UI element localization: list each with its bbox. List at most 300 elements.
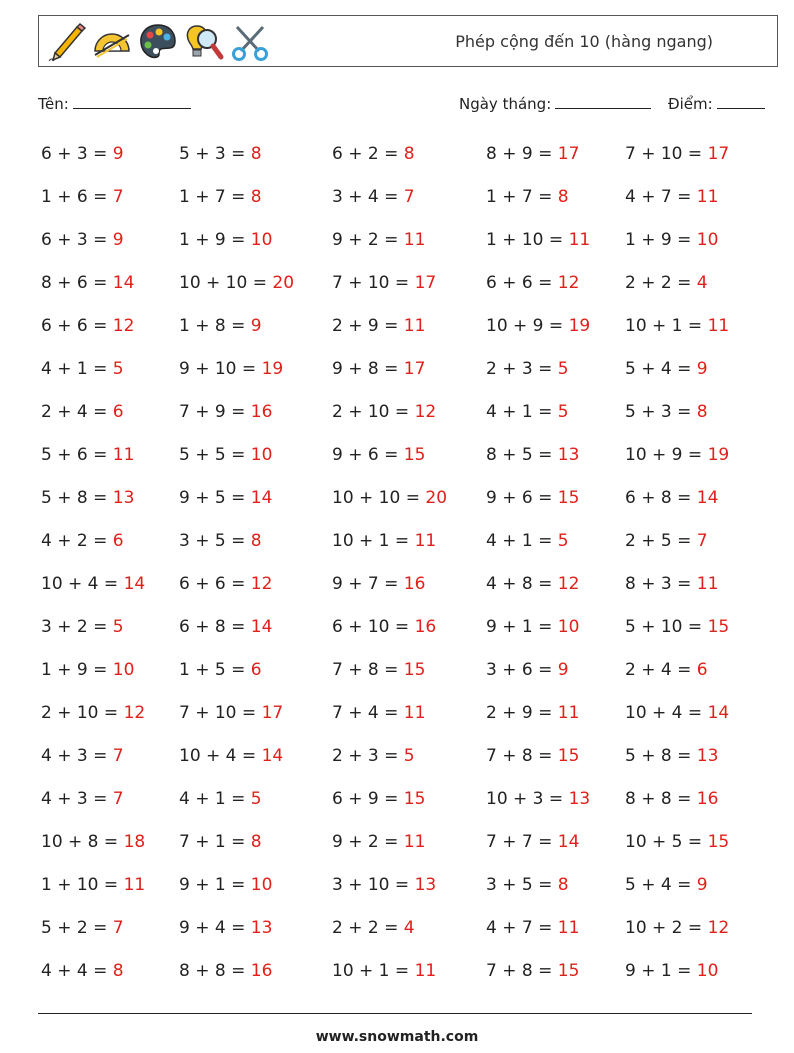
problem-item: [179, 531, 262, 551]
problem-item: [625, 789, 718, 809]
problem-expression: 4 + 1 =: [486, 531, 558, 551]
problem-expression: 8 + 8 =: [179, 961, 251, 981]
problem-expression: 8 + 8 =: [625, 789, 697, 809]
problem-answer: 15: [403, 789, 426, 809]
problem-item: [41, 273, 134, 293]
problem-item: [332, 746, 415, 766]
problem-item: [486, 359, 569, 379]
problem-expression: 6 + 2 =: [332, 144, 404, 164]
problem-expression: 2 + 3 =: [332, 746, 404, 766]
problem-expression: 7 + 10 =: [332, 273, 415, 293]
problem-answer: 14: [261, 746, 284, 766]
problem-item: [486, 961, 579, 981]
problem-answer: 11: [557, 703, 580, 723]
problem-item: [486, 230, 590, 250]
problem-answer: 4: [403, 918, 415, 938]
problem-expression: 2 + 3 =: [486, 359, 558, 379]
problem-answer: 15: [557, 488, 580, 508]
problem-item: [625, 488, 718, 508]
problem-expression: 4 + 4 =: [41, 961, 113, 981]
problem-expression: 7 + 8 =: [486, 961, 558, 981]
problem-answer: 13: [112, 488, 135, 508]
problem-expression: 5 + 4 =: [625, 359, 697, 379]
problem-item: [179, 617, 272, 637]
problem-expression: 9 + 1 =: [486, 617, 558, 637]
problem-answer: 15: [403, 445, 426, 465]
problem-item: [625, 445, 729, 465]
problem-answer: 10: [696, 961, 719, 981]
problem-item: [41, 574, 145, 594]
problem-answer: 8: [250, 832, 262, 852]
problem-item: [486, 316, 590, 336]
name-field[interactable]: [38, 94, 191, 113]
problem-expression: 5 + 3 =: [179, 144, 251, 164]
footer-site: www.snowmath.com: [315, 1029, 479, 1045]
problem-item: [41, 703, 145, 723]
problem-item: [625, 144, 729, 164]
date-line: [555, 94, 651, 109]
problem-item: [41, 531, 124, 551]
problem-item: [41, 660, 134, 680]
problem-expression: 2 + 4 =: [41, 402, 113, 422]
problem-expression: 6 + 6 =: [179, 574, 251, 594]
problem-answer: 17: [707, 144, 730, 164]
problem-expression: 10 + 2 =: [625, 918, 708, 938]
problem-item: [332, 316, 425, 336]
problem-expression: 10 + 4 =: [625, 703, 708, 723]
problem-expression: 6 + 8 =: [179, 617, 251, 637]
problem-expression: 5 + 8 =: [625, 746, 697, 766]
problem-expression: 10 + 4 =: [179, 746, 262, 766]
score-label: Điểm:: [668, 95, 713, 113]
problem-item: [41, 875, 145, 895]
problem-answer: 16: [250, 402, 273, 422]
problem-item: [179, 402, 272, 422]
problem-answer: 10: [250, 445, 273, 465]
date-field[interactable]: [459, 94, 651, 113]
problem-answer: 11: [696, 574, 719, 594]
problem-item: [625, 660, 708, 680]
problem-item: [179, 445, 272, 465]
problem-item: [625, 875, 708, 895]
problem-expression: 4 + 1 =: [41, 359, 113, 379]
problem-item: [41, 316, 134, 336]
problem-answer: 15: [557, 746, 580, 766]
problem-answer: 12: [557, 273, 580, 293]
problem-item: [41, 918, 124, 938]
problem-expression: 7 + 1 =: [179, 832, 251, 852]
problem-item: [486, 660, 569, 680]
problem-answer: 15: [707, 832, 730, 852]
problem-answer: 13: [557, 445, 580, 465]
problem-item: [486, 574, 579, 594]
problem-expression: 3 + 5 =: [486, 875, 558, 895]
problem-item: [486, 187, 569, 207]
problem-item: [625, 359, 708, 379]
problem-answer: 19: [568, 316, 591, 336]
problem-answer: 12: [707, 918, 730, 938]
problem-item: [41, 961, 124, 981]
problem-expression: 2 + 4 =: [625, 660, 697, 680]
problem-answer: 11: [123, 875, 146, 895]
problem-expression: 9 + 5 =: [179, 488, 251, 508]
problem-item: [625, 961, 718, 981]
paint-palette-icon: [137, 21, 179, 63]
problem-answer: 10: [250, 875, 273, 895]
problem-item: [179, 316, 262, 336]
problem-item: [41, 746, 124, 766]
problem-item: [179, 832, 262, 852]
problem-item: [486, 617, 579, 637]
problem-answer: 5: [557, 531, 569, 551]
problem-expression: 4 + 2 =: [41, 531, 113, 551]
problem-expression: 10 + 1 =: [332, 531, 415, 551]
problem-item: [332, 918, 415, 938]
problem-answer: 8: [557, 875, 569, 895]
problem-item: [625, 230, 718, 250]
problem-answer: 11: [112, 445, 135, 465]
problem-answer: 19: [707, 445, 730, 465]
problem-item: [625, 316, 729, 336]
problem-expression: 5 + 8 =: [41, 488, 113, 508]
problem-answer: 5: [112, 617, 124, 637]
problem-item: [486, 445, 579, 465]
problem-expression: 7 + 9 =: [179, 402, 251, 422]
problem-answer: 12: [123, 703, 146, 723]
problem-answer: 10: [112, 660, 135, 680]
problem-answer: 6: [112, 402, 124, 422]
problem-expression: 2 + 10 =: [41, 703, 124, 723]
problem-item: [486, 531, 569, 551]
problem-answer: 15: [557, 961, 580, 981]
scissors-icon: [229, 21, 271, 63]
problem-expression: 4 + 3 =: [41, 789, 113, 809]
problem-answer: 10: [696, 230, 719, 250]
problem-expression: 3 + 4 =: [332, 187, 404, 207]
problem-answer: 9: [696, 875, 708, 895]
problem-answer: 12: [557, 574, 580, 594]
problem-answer: 7: [696, 531, 708, 551]
problem-expression: 9 + 4 =: [179, 918, 251, 938]
problem-expression: 6 + 8 =: [625, 488, 697, 508]
problem-item: [625, 531, 708, 551]
problem-expression: 2 + 2 =: [332, 918, 404, 938]
problem-answer: 7: [112, 746, 124, 766]
problem-item: [41, 144, 124, 164]
problem-item: [179, 488, 272, 508]
problem-answer: 10: [557, 617, 580, 637]
problem-item: [41, 359, 124, 379]
problem-expression: 10 + 8 =: [41, 832, 124, 852]
problem-answer: 7: [112, 789, 124, 809]
problem-item: [625, 402, 708, 422]
problem-answer: 5: [250, 789, 262, 809]
problem-answer: 20: [425, 488, 448, 508]
problem-expression: 1 + 9 =: [179, 230, 251, 250]
problem-item: [179, 875, 272, 895]
problem-item: [332, 789, 425, 809]
problem-answer: 15: [403, 660, 426, 680]
problem-answer: 12: [414, 402, 437, 422]
problem-answer: 11: [568, 230, 591, 250]
problem-answer: 13: [414, 875, 437, 895]
problem-expression: 7 + 7 =: [486, 832, 558, 852]
problem-item: [486, 488, 579, 508]
problem-answer: 8: [250, 531, 262, 551]
problem-expression: 4 + 1 =: [486, 402, 558, 422]
problem-answer: 11: [707, 316, 730, 336]
problem-item: [179, 359, 283, 379]
problem-answer: 5: [112, 359, 124, 379]
problem-answer: 8: [250, 187, 262, 207]
problem-item: [179, 144, 262, 164]
problem-item: [179, 789, 262, 809]
problem-answer: 17: [261, 703, 284, 723]
problem-expression: 9 + 8 =: [332, 359, 404, 379]
problem-expression: 1 + 6 =: [41, 187, 113, 207]
icon-strip: [45, 20, 271, 64]
problem-item: [486, 402, 569, 422]
problem-answer: 8: [112, 961, 124, 981]
problem-item: [486, 703, 579, 723]
problem-expression: 10 + 10 =: [179, 273, 273, 293]
problem-item: [179, 918, 272, 938]
problem-answer: 14: [112, 273, 135, 293]
problem-answer: 7: [112, 918, 124, 938]
problem-answer: 18: [123, 832, 146, 852]
problem-answer: 11: [403, 832, 426, 852]
problem-expression: 9 + 10 =: [179, 359, 262, 379]
problem-item: [332, 187, 415, 207]
problem-answer: 9: [112, 144, 124, 164]
problem-item: [625, 832, 729, 852]
problem-expression: 5 + 4 =: [625, 875, 697, 895]
problem-item: [332, 961, 436, 981]
problem-expression: 10 + 4 =: [41, 574, 124, 594]
problem-item: [41, 445, 134, 465]
problem-answer: 8: [557, 187, 569, 207]
problem-expression: 10 + 1 =: [625, 316, 708, 336]
name-label: Tên:: [38, 95, 69, 113]
problem-expression: 10 + 10 =: [332, 488, 426, 508]
problem-item: [41, 187, 124, 207]
problem-answer: 5: [403, 746, 415, 766]
problem-answer: 14: [250, 617, 273, 637]
problem-answer: 11: [403, 230, 426, 250]
problem-item: [179, 660, 262, 680]
problem-answer: 4: [696, 273, 708, 293]
problem-answer: 10: [250, 230, 273, 250]
problem-item: [179, 187, 262, 207]
problem-item: [41, 832, 145, 852]
problem-expression: 2 + 9 =: [332, 316, 404, 336]
problem-expression: 9 + 7 =: [332, 574, 404, 594]
problem-expression: 1 + 8 =: [179, 316, 251, 336]
problem-answer: 13: [250, 918, 273, 938]
problem-expression: 10 + 5 =: [625, 832, 708, 852]
problem-answer: 12: [112, 316, 135, 336]
problem-expression: 6 + 3 =: [41, 144, 113, 164]
problem-expression: 5 + 3 =: [625, 402, 697, 422]
problem-expression: 10 + 3 =: [486, 789, 569, 809]
problem-expression: 5 + 5 =: [179, 445, 251, 465]
problem-expression: 10 + 9 =: [486, 316, 569, 336]
problem-expression: 1 + 9 =: [625, 230, 697, 250]
problem-expression: 1 + 5 =: [179, 660, 251, 680]
problem-item: [486, 875, 569, 895]
score-line: [717, 94, 765, 109]
problem-answer: 19: [261, 359, 284, 379]
problem-item: [332, 531, 436, 551]
problem-answer: 17: [403, 359, 426, 379]
problem-answer: 6: [112, 531, 124, 551]
problem-expression: 9 + 6 =: [486, 488, 558, 508]
problem-item: [486, 918, 579, 938]
problem-answer: 16: [403, 574, 426, 594]
problem-answer: 11: [414, 961, 437, 981]
problem-expression: 9 + 1 =: [179, 875, 251, 895]
problem-item: [179, 230, 272, 250]
problem-item: [486, 273, 579, 293]
problem-expression: 4 + 1 =: [179, 789, 251, 809]
problem-answer: 5: [557, 402, 569, 422]
problem-answer: 11: [557, 918, 580, 938]
problem-expression: 2 + 2 =: [625, 273, 697, 293]
problem-item: [625, 273, 708, 293]
problem-item: [332, 144, 415, 164]
problem-answer: 6: [250, 660, 262, 680]
problem-item: [179, 703, 283, 723]
problem-item: [179, 574, 272, 594]
problem-expression: 3 + 5 =: [179, 531, 251, 551]
problem-item: [332, 488, 447, 508]
problem-expression: 7 + 8 =: [332, 660, 404, 680]
problem-item: [332, 660, 425, 680]
problem-expression: 7 + 4 =: [332, 703, 404, 723]
header-box: [38, 15, 778, 67]
magnifier-lightbulb-icon: [183, 21, 225, 63]
problem-item: [625, 617, 729, 637]
problem-answer: 14: [707, 703, 730, 723]
problem-expression: 8 + 6 =: [41, 273, 113, 293]
problem-expression: 4 + 8 =: [486, 574, 558, 594]
protractor-icon: [91, 21, 133, 63]
problem-expression: 6 + 3 =: [41, 230, 113, 250]
problem-item: [486, 789, 590, 809]
problem-item: [332, 875, 436, 895]
problem-expression: 5 + 6 =: [41, 445, 113, 465]
problem-item: [625, 703, 729, 723]
problem-answer: 11: [403, 703, 426, 723]
problem-expression: 1 + 7 =: [486, 187, 558, 207]
problem-expression: 1 + 10 =: [486, 230, 569, 250]
problem-answer: 7: [403, 187, 415, 207]
worksheet-title: Phép cộng đến 10 (hàng ngang): [455, 32, 713, 51]
problem-answer: 12: [250, 574, 273, 594]
date-label: Ngày tháng:: [459, 95, 552, 113]
name-line: [73, 94, 191, 109]
problem-expression: 8 + 5 =: [486, 445, 558, 465]
problem-item: [332, 617, 436, 637]
problem-item: [332, 273, 436, 293]
problem-item: [332, 445, 425, 465]
problem-item: [41, 617, 124, 637]
problem-expression: 2 + 9 =: [486, 703, 558, 723]
problem-item: [625, 918, 729, 938]
problem-expression: 7 + 8 =: [486, 746, 558, 766]
problem-expression: 2 + 10 =: [332, 402, 415, 422]
problem-expression: 3 + 6 =: [486, 660, 558, 680]
problem-item: [179, 746, 283, 766]
problem-expression: 1 + 10 =: [41, 875, 124, 895]
problem-answer: 20: [272, 273, 295, 293]
problem-expression: 6 + 6 =: [41, 316, 113, 336]
problem-expression: 5 + 2 =: [41, 918, 113, 938]
problem-expression: 6 + 10 =: [332, 617, 415, 637]
problem-answer: 11: [696, 187, 719, 207]
problem-answer: 9: [112, 230, 124, 250]
footer-divider: [38, 1013, 752, 1014]
problem-expression: 10 + 9 =: [625, 445, 708, 465]
problem-item: [625, 574, 718, 594]
problem-expression: 6 + 6 =: [486, 273, 558, 293]
score-field[interactable]: [668, 94, 765, 113]
problem-answer: 14: [123, 574, 146, 594]
problem-answer: 13: [568, 789, 591, 809]
problem-item: [332, 574, 425, 594]
problem-answer: 13: [696, 746, 719, 766]
problem-item: [486, 144, 579, 164]
problem-answer: 16: [696, 789, 719, 809]
problem-expression: 7 + 10 =: [625, 144, 708, 164]
problem-item: [179, 961, 272, 981]
problem-expression: 8 + 3 =: [625, 574, 697, 594]
problem-expression: 10 + 1 =: [332, 961, 415, 981]
problem-answer: 9: [696, 359, 708, 379]
problem-answer: 5: [557, 359, 569, 379]
problem-expression: 3 + 2 =: [41, 617, 113, 637]
problem-item: [625, 187, 718, 207]
problem-answer: 14: [557, 832, 580, 852]
problem-answer: 14: [250, 488, 273, 508]
problem-answer: 16: [250, 961, 273, 981]
problem-expression: 1 + 9 =: [41, 660, 113, 680]
problem-item: [332, 359, 425, 379]
problem-expression: 4 + 3 =: [41, 746, 113, 766]
problem-answer: 11: [403, 316, 426, 336]
problem-item: [486, 832, 579, 852]
problem-expression: 1 + 7 =: [179, 187, 251, 207]
problem-answer: 8: [696, 402, 708, 422]
problem-item: [41, 402, 124, 422]
problem-item: [332, 230, 425, 250]
problem-item: [332, 402, 436, 422]
problem-item: [41, 488, 134, 508]
problem-expression: 9 + 2 =: [332, 230, 404, 250]
problem-expression: 9 + 6 =: [332, 445, 404, 465]
problem-answer: 16: [414, 617, 437, 637]
problem-answer: 9: [250, 316, 262, 336]
problem-expression: 6 + 9 =: [332, 789, 404, 809]
problem-item: [179, 273, 294, 293]
problem-answer: 8: [403, 144, 415, 164]
pencil-icon: [45, 21, 87, 63]
problem-answer: 6: [696, 660, 708, 680]
problem-item: [486, 746, 579, 766]
problem-expression: 3 + 10 =: [332, 875, 415, 895]
problem-expression: 5 + 10 =: [625, 617, 708, 637]
problem-expression: 4 + 7 =: [625, 187, 697, 207]
